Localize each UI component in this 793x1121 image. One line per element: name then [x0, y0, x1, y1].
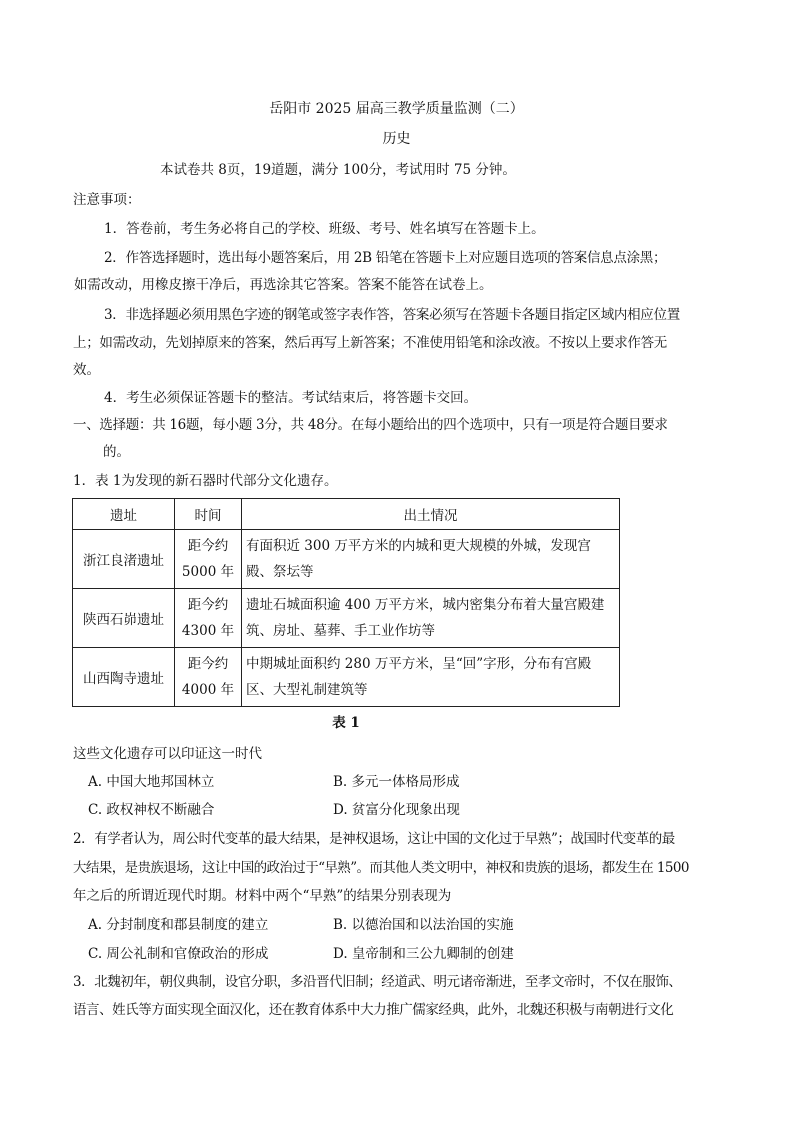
- table-cell-site: 山西陶寺遗址: [73, 648, 175, 707]
- time-line-1: 距今约: [187, 597, 229, 613]
- table-header-site: 遗址: [73, 499, 175, 530]
- table-cell-time: [175, 530, 242, 589]
- notice-item-3-line-2: 上；如需改动，先划掉原来的答案，然后再写上新答案；不准使用铅笔和涂改液。不按以上要求作答无: [73, 335, 667, 351]
- notice-heading: 注意事项：: [73, 192, 141, 208]
- subject-title: 历史: [382, 131, 411, 147]
- q2-option-b[interactable]: B. 以德治国和以法治国的实施: [333, 917, 514, 933]
- q1-option-d[interactable]: D. 贫富分化现象出现: [333, 802, 460, 818]
- notice-item-2-line-2: 如需改动，用橡皮擦干净后，再选涂其它答案。答案不能答在试卷上。: [74, 277, 493, 293]
- table-header-row: [73, 499, 620, 530]
- table-cell-site: 陕西石峁遗址: [73, 589, 175, 648]
- table-row: [73, 589, 620, 648]
- table-cell-info: 有面积近 300 万平方米的内城和更大规模的外城，发现宫殿、祭坛等: [242, 530, 620, 589]
- time-line-2: 4300 年: [181, 623, 235, 639]
- table-cell-info: 遗址石城面积逾 400 万平方米，城内密集分布着大量宫殿建筑、房址、墓葬、手工业作坊等: [242, 589, 620, 648]
- notice-item-4: 4．考生必须保证答题卡的整洁。考试结束后，将答题卡交回。: [104, 390, 478, 406]
- q2-option-c[interactable]: C. 周公礼制和官僚政治的形成: [88, 946, 269, 962]
- table-cell-site: 浙江良渚遗址: [73, 530, 175, 589]
- table-row: [73, 530, 620, 589]
- table-caption: 表 1: [332, 715, 360, 731]
- table-cell-info: 中期城址面积约 280 万平方米，呈“回”字形，分布有宫殿区、大型礼制建筑等: [242, 648, 620, 707]
- time-line-1: 距今约: [187, 538, 229, 554]
- q2-option-a[interactable]: A. 分封制度和郡县制度的建立: [88, 917, 269, 933]
- section-1-heading-cont: 的。: [103, 444, 130, 460]
- q1-option-b[interactable]: B. 多元一体格局形成: [333, 774, 460, 790]
- question-2-line-1: 2．有学者认为，周公时代变革的最大结果，是神权退场，这让中国的文化过于早熟”；战国时代变革的最: [73, 831, 675, 847]
- table-1: [72, 498, 620, 707]
- q1-option-c[interactable]: C. 政权神权不断融合: [88, 802, 215, 818]
- question-2-line-2: 大结果，是贵族退场，这让中国的政治过于“早熟”。而其他人类文明中，神权和贵族的退场，都发生在 1500: [73, 860, 689, 876]
- section-1-heading: 一、选择题：共 16题，每小题 3分，共 48分。在每小题给出的四个选项中，只有一项是符合题目要求: [73, 417, 668, 433]
- table-header-time: 时间: [175, 499, 242, 530]
- time-line-1: 距今约: [187, 656, 229, 672]
- question-2-line-3: 年之后的所谓近现代时期。材料中两个“早熟”的结果分别表现为: [73, 888, 452, 904]
- notice-item-3-line-1: 3．非选择题必须用黑色字迹的钢笔或签字表作答，答案必须写在答题卡各题目指定区域内相应位置: [104, 307, 680, 323]
- table-cell-time: [175, 589, 242, 648]
- table-row: [73, 648, 620, 707]
- question-1-prompt: 这些文化遗存可以印证这一时代: [73, 746, 262, 762]
- time-line-2: 5000 年: [181, 564, 235, 580]
- question-1-stem: 1．表 1为发现的新石器时代部分文化遗存。: [73, 473, 338, 489]
- table-cell-time: [175, 648, 242, 707]
- exam-title: 岳阳市 2025 届高三教学质量监测（二）: [269, 101, 524, 117]
- notice-item-3-line-3: 效。: [73, 362, 100, 378]
- exam-info: 本试卷共 8页，19道题，满分 100分，考试用时 75 分钟。: [160, 162, 516, 178]
- notice-item-2-line-1: 2．作答选择题时，选出每小题答案后，用 2B 铅笔在答题卡上对应题目选项的答案信息点涂黑；: [104, 250, 667, 266]
- notice-item-1: 1．答卷前，考生务必将自己的学校、班级、考号、姓名填写在答题卡上。: [104, 221, 545, 237]
- q1-option-a[interactable]: A. 中国大地邦国林立: [88, 774, 215, 790]
- question-3-line-1: 3．北魏初年，朝仪典制，设官分职，多沿晋代旧制；经道武、明元诸帝渐进，至孝文帝时，不仅在服饰、: [73, 974, 682, 990]
- question-3-line-2: 语言、姓氏等方面实现全面汉化，还在教育体系中大力推广儒家经典，此外，北魏还积极与南朝进行文化: [73, 1002, 674, 1018]
- time-line-2: 4000 年: [181, 682, 235, 698]
- table-header-info: 出土情况: [242, 499, 620, 530]
- q2-option-d[interactable]: D. 皇帝制和三公九卿制的创建: [333, 946, 514, 962]
